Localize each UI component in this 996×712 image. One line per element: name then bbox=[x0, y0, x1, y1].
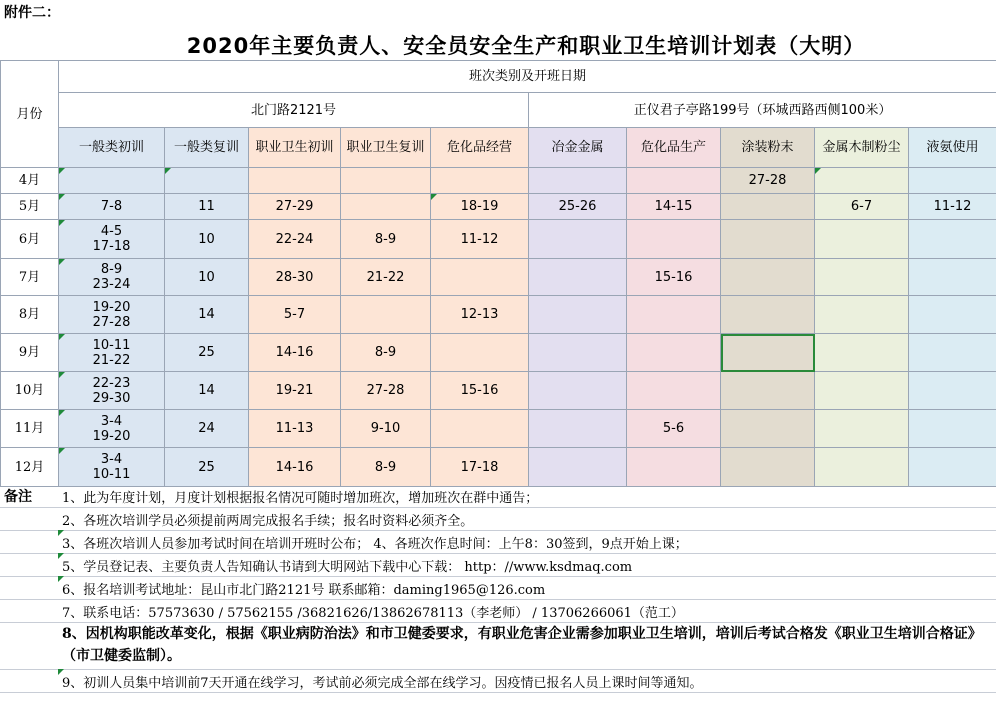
cell-occupational-health-initial[interactable] bbox=[249, 194, 341, 220]
cell-date-line: 25-26 bbox=[558, 199, 597, 214]
cell-occupational-health-refresher[interactable] bbox=[341, 220, 431, 259]
note-text[interactable]: 2、各班次培训学员必须提前两周完成报名手续；报名时资料必须齐全。 bbox=[62, 514, 474, 529]
notes-label[interactable]: 备注 bbox=[4, 489, 32, 505]
table-row bbox=[1, 259, 996, 296]
cell-date-line: 27-29 bbox=[275, 199, 314, 214]
cell-occupational-health-refresher[interactable] bbox=[341, 410, 431, 448]
cell-date-line: 8-9 bbox=[100, 262, 123, 277]
column-header-general-initial[interactable]: 一般类初训 bbox=[59, 128, 165, 168]
cell-date-line: 19-21 bbox=[275, 383, 314, 398]
month-cell[interactable]: 9月 bbox=[1, 334, 59, 372]
cell-date-line: 8-9 bbox=[374, 231, 397, 247]
cell-metal-wood-dust[interactable] bbox=[815, 410, 909, 448]
month-cell[interactable]: 11月 bbox=[1, 410, 59, 448]
cell-date-line: 11-13 bbox=[275, 421, 314, 436]
cell-date-line: 6-7 bbox=[850, 199, 873, 214]
cell-general-refresher[interactable] bbox=[165, 372, 249, 410]
cell-date-line: 10 bbox=[198, 231, 215, 247]
cell-metallurgy-metal[interactable] bbox=[529, 372, 627, 410]
cell-date-line: 10 bbox=[198, 269, 215, 285]
note-item-2 bbox=[0, 507, 996, 530]
cell-hazchem-production[interactable] bbox=[627, 448, 721, 487]
note-item-5 bbox=[0, 576, 996, 599]
cell-general-initial[interactable] bbox=[59, 372, 165, 410]
cell-general-initial[interactable] bbox=[59, 168, 165, 194]
cell-powder-coating[interactable] bbox=[721, 410, 815, 448]
month-cell[interactable]: 10月 bbox=[1, 372, 59, 410]
cell-date-line: 14-16 bbox=[275, 345, 314, 360]
note-text[interactable]: 5、学员登记表、主要负责人告知确认书请到大明网站下载中心下载： http：//www.ksdmaq.com bbox=[62, 560, 633, 575]
table-row bbox=[1, 372, 996, 410]
cell-date-line: 21-22 bbox=[366, 269, 405, 285]
cell-general-initial[interactable] bbox=[59, 448, 165, 487]
cell-liquid-ammonia[interactable] bbox=[909, 448, 996, 487]
cell-hazchem-operation[interactable] bbox=[431, 220, 529, 259]
cell-date-line: 11-12 bbox=[933, 199, 972, 214]
cell-date-line: 8-9 bbox=[374, 459, 397, 475]
table-row bbox=[1, 296, 996, 334]
cell-liquid-ammonia[interactable] bbox=[909, 410, 996, 448]
cell-powder-coating[interactable] bbox=[721, 259, 815, 296]
cell-occupational-health-initial[interactable] bbox=[249, 259, 341, 296]
cell-date-line: 15-16 bbox=[460, 383, 499, 398]
cell-metallurgy-metal[interactable] bbox=[529, 168, 627, 194]
table-row bbox=[1, 194, 996, 220]
cell-occupational-health-initial[interactable] bbox=[249, 448, 341, 487]
cell-hazchem-production[interactable] bbox=[627, 334, 721, 372]
cell-metal-wood-dust[interactable] bbox=[815, 168, 909, 194]
cell-date-line: 22-24 bbox=[275, 231, 314, 247]
cell-date-line: 27-28 bbox=[748, 173, 787, 188]
cell-general-initial[interactable] bbox=[59, 410, 165, 448]
cell-date-line: 28-30 bbox=[275, 269, 314, 285]
cell-general-initial[interactable] bbox=[59, 220, 165, 259]
cell-hazchem-production[interactable] bbox=[627, 168, 721, 194]
cell-general-initial[interactable] bbox=[59, 194, 165, 220]
note-item-3 bbox=[0, 530, 996, 553]
cell-liquid-ammonia[interactable] bbox=[909, 296, 996, 334]
cell-date-line: 15-16 bbox=[654, 269, 693, 285]
cell-hazchem-operation[interactable] bbox=[431, 372, 529, 410]
cell-hazchem-operation[interactable] bbox=[431, 410, 529, 448]
cell-occupational-health-refresher[interactable] bbox=[341, 259, 431, 296]
cell-metal-wood-dust[interactable] bbox=[815, 259, 909, 296]
cell-metallurgy-metal[interactable] bbox=[529, 410, 627, 448]
column-header-metal-wood-dust[interactable]: 金属木制粉尘 bbox=[815, 128, 909, 168]
cell-hazchem-production[interactable] bbox=[627, 410, 721, 448]
cell-hazchem-operation[interactable] bbox=[431, 448, 529, 487]
note-text[interactable]: 3、各班次培训人员参加考试时间在培训开班时公布； 4、各班次作息时间：上午8：30签到，9点开始上课； bbox=[62, 537, 688, 552]
cell-date-line: 12-13 bbox=[460, 307, 499, 322]
cell-general-refresher[interactable] bbox=[165, 194, 249, 220]
cell-occupational-health-refresher[interactable] bbox=[341, 334, 431, 372]
cell-comment-marker bbox=[58, 530, 64, 536]
cell-date-line: 19-20 bbox=[92, 299, 131, 315]
cell-liquid-ammonia[interactable] bbox=[909, 259, 996, 296]
cell-metallurgy-metal[interactable] bbox=[529, 259, 627, 296]
cell-comment-marker bbox=[58, 669, 64, 675]
cell-liquid-ammonia[interactable] bbox=[909, 220, 996, 259]
column-header-hazchem-production[interactable]: 危化品生产 bbox=[627, 128, 721, 168]
cell-powder-coating[interactable] bbox=[721, 296, 815, 334]
cell-hazchem-operation[interactable] bbox=[431, 334, 529, 372]
note-text[interactable]: 6、报名培训考试地址：昆山市北门路2121号 联系邮箱：daming1965@126.com bbox=[62, 583, 546, 598]
cell-date-line: 14 bbox=[198, 307, 215, 322]
cell-date-line: 10-11 bbox=[92, 337, 131, 353]
month-header[interactable]: 月份 bbox=[1, 61, 59, 168]
cell-date-line: 19-20 bbox=[92, 428, 131, 444]
cell-hazchem-production[interactable] bbox=[627, 194, 721, 220]
note-text[interactable]: 9、初训人员集中培训前7天开通在线学习，考试前必须完成全部在线学习。因疫情已报名人员上课时间等通知。 bbox=[62, 676, 703, 691]
cell-date-line: 25 bbox=[198, 459, 215, 475]
cell-date-line: 3-4 bbox=[100, 452, 123, 467]
location-b-header[interactable]: 正仪君子亭路199号（环城西路西侧100米） bbox=[529, 93, 996, 128]
note-text[interactable]: 8、因机构职能改革变化，根据《职业病防治法》和市卫健委要求，有职业危害企业需参加职业卫生培训，培训后考试合格发《职业卫生培训合格证》（市卫健委监制）。 bbox=[62, 626, 982, 664]
cell-date-line: 18-19 bbox=[460, 199, 499, 214]
cell-occupational-health-initial[interactable] bbox=[249, 168, 341, 194]
cell-hazchem-operation[interactable] bbox=[431, 259, 529, 296]
month-cell[interactable]: 5月 bbox=[1, 194, 59, 220]
cell-date-line: 22-23 bbox=[92, 375, 131, 391]
cell-date-line: 5-6 bbox=[662, 421, 685, 436]
cell-liquid-ammonia[interactable] bbox=[909, 334, 996, 372]
cell-date-line: 11-12 bbox=[460, 231, 499, 247]
column-header-occupational-health-initial[interactable]: 职业卫生初训 bbox=[249, 128, 341, 168]
note-text[interactable]: 7、联系电话：57573630 / 57562155 /36821626/13862678113（李老师） / 13706266061（范工） bbox=[62, 606, 684, 621]
cell-date-line: 24 bbox=[198, 421, 215, 436]
cell-general-initial[interactable] bbox=[59, 259, 165, 296]
column-header-general-refresher[interactable]: 一般类复训 bbox=[165, 128, 249, 168]
month-cell[interactable]: 4月 bbox=[1, 168, 59, 194]
table-row bbox=[1, 448, 996, 487]
cell-metal-wood-dust[interactable] bbox=[815, 372, 909, 410]
month-cell[interactable]: 12月 bbox=[1, 448, 59, 487]
column-header-liquid-ammonia[interactable]: 液氨使用 bbox=[909, 128, 996, 168]
note-item-4 bbox=[0, 553, 996, 576]
cell-metal-wood-dust[interactable] bbox=[815, 448, 909, 487]
cell-hazchem-production[interactable] bbox=[627, 372, 721, 410]
cell-date-line: 27-28 bbox=[92, 314, 131, 330]
cell-metallurgy-metal[interactable] bbox=[529, 194, 627, 220]
table-row bbox=[1, 168, 996, 194]
cell-date-line: 11 bbox=[198, 199, 215, 214]
cell-occupational-health-initial[interactable] bbox=[249, 372, 341, 410]
cell-powder-coating[interactable] bbox=[721, 220, 815, 259]
cell-general-refresher[interactable] bbox=[165, 220, 249, 259]
cell-liquid-ammonia[interactable] bbox=[909, 168, 996, 194]
cell-occupational-health-initial[interactable] bbox=[249, 220, 341, 259]
cell-occupational-health-refresher[interactable] bbox=[341, 296, 431, 334]
cell-date-line: 27-28 bbox=[366, 383, 405, 398]
cell-date-line: 7-8 bbox=[100, 199, 123, 214]
cell-liquid-ammonia[interactable] bbox=[909, 194, 996, 220]
cell-hazchem-operation[interactable] bbox=[431, 194, 529, 220]
note-item-7 bbox=[0, 623, 996, 669]
cell-date-line: 29-30 bbox=[92, 390, 131, 406]
attachment-label: 附件二： bbox=[4, 5, 60, 21]
note-item-1 bbox=[0, 484, 996, 507]
table-row bbox=[1, 220, 996, 259]
cell-hazchem-production[interactable] bbox=[627, 220, 721, 259]
table-row bbox=[1, 410, 996, 448]
cell-powder-coating[interactable] bbox=[721, 194, 815, 220]
cell-date-line: 17-18 bbox=[92, 239, 131, 254]
cell-metallurgy-metal[interactable] bbox=[529, 334, 627, 372]
column-header-powder-coating[interactable]: 涂装粉末 bbox=[721, 128, 815, 168]
cell-occupational-health-refresher[interactable] bbox=[341, 372, 431, 410]
cell-date-line: 23-24 bbox=[92, 277, 131, 292]
cell-date-line: 3-4 bbox=[100, 413, 123, 429]
cell-metal-wood-dust[interactable] bbox=[815, 220, 909, 259]
cell-date-line: 9-10 bbox=[370, 421, 401, 436]
cell-occupational-health-refresher[interactable] bbox=[341, 448, 431, 487]
location-a-header[interactable]: 北门路2121号 bbox=[59, 93, 529, 128]
cell-metal-wood-dust[interactable] bbox=[815, 334, 909, 372]
cell-date-line: 21-22 bbox=[92, 352, 131, 368]
month-cell[interactable]: 7月 bbox=[1, 259, 59, 296]
note-item-6 bbox=[0, 599, 996, 622]
cell-metallurgy-metal[interactable] bbox=[529, 296, 627, 334]
cell-date-line: 8-9 bbox=[374, 345, 397, 360]
month-cell[interactable]: 8月 bbox=[1, 296, 59, 334]
class-type-header[interactable]: 班次类别及开班日期 bbox=[59, 61, 996, 93]
cell-date-line: 10-11 bbox=[92, 467, 131, 482]
cell-metallurgy-metal[interactable] bbox=[529, 220, 627, 259]
cell-occupational-health-initial[interactable] bbox=[249, 410, 341, 448]
cell-hazchem-production[interactable] bbox=[627, 296, 721, 334]
grid-line bbox=[0, 692, 996, 693]
cell-occupational-health-initial[interactable] bbox=[249, 334, 341, 372]
cell-metal-wood-dust[interactable] bbox=[815, 194, 909, 220]
cell-liquid-ammonia[interactable] bbox=[909, 372, 996, 410]
cell-occupational-health-refresher[interactable] bbox=[341, 194, 431, 220]
cell-powder-coating[interactable] bbox=[721, 334, 815, 372]
column-header-occupational-health-refresher[interactable]: 职业卫生复训 bbox=[341, 128, 431, 168]
column-header-metallurgy-metal[interactable]: 冶金金属 bbox=[529, 128, 627, 168]
cell-date-line: 4-5 bbox=[100, 224, 123, 239]
note-item-8 bbox=[0, 669, 996, 692]
cell-date-line: 14-16 bbox=[275, 459, 314, 475]
cell-occupational-health-initial[interactable] bbox=[249, 296, 341, 334]
cell-general-refresher[interactable] bbox=[165, 168, 249, 194]
cell-date-line: 14 bbox=[198, 383, 215, 398]
cell-metallurgy-metal[interactable] bbox=[529, 448, 627, 487]
cell-powder-coating[interactable] bbox=[721, 448, 815, 487]
cell-general-refresher[interactable] bbox=[165, 448, 249, 487]
cell-general-refresher[interactable] bbox=[165, 410, 249, 448]
cell-occupational-health-refresher[interactable] bbox=[341, 168, 431, 194]
cell-comment-marker bbox=[58, 553, 64, 559]
cell-powder-coating[interactable] bbox=[721, 168, 815, 194]
cell-date-line: 5-7 bbox=[283, 307, 306, 322]
cell-comment-marker bbox=[58, 576, 64, 582]
table-row bbox=[1, 334, 996, 372]
column-header-hazchem-operation[interactable]: 危化品经营 bbox=[431, 128, 529, 168]
cell-powder-coating[interactable] bbox=[721, 372, 815, 410]
cell-date-line: 14-15 bbox=[654, 199, 693, 214]
cell-general-initial[interactable] bbox=[59, 334, 165, 372]
schedule-table bbox=[0, 60, 996, 487]
cell-general-refresher[interactable] bbox=[165, 334, 249, 372]
cell-metal-wood-dust[interactable] bbox=[815, 296, 909, 334]
cell-hazchem-production[interactable] bbox=[627, 259, 721, 296]
note-text[interactable]: 1、此为年度计划，月度计划根据报名情况可随时增加班次，增加班次在群中通告； bbox=[62, 491, 539, 506]
page-title[interactable]: 2020年主要负责人、安全员安全生产和职业卫生培训计划表（大明） bbox=[186, 34, 866, 58]
cell-date-line: 25 bbox=[198, 345, 215, 360]
month-cell[interactable]: 6月 bbox=[1, 220, 59, 259]
cell-date-line: 17-18 bbox=[460, 459, 499, 475]
cell-hazchem-operation[interactable] bbox=[431, 168, 529, 194]
cell-general-refresher[interactable] bbox=[165, 259, 249, 296]
cell-general-refresher[interactable] bbox=[165, 296, 249, 334]
cell-general-initial[interactable] bbox=[59, 296, 165, 334]
cell-hazchem-operation[interactable] bbox=[431, 296, 529, 334]
